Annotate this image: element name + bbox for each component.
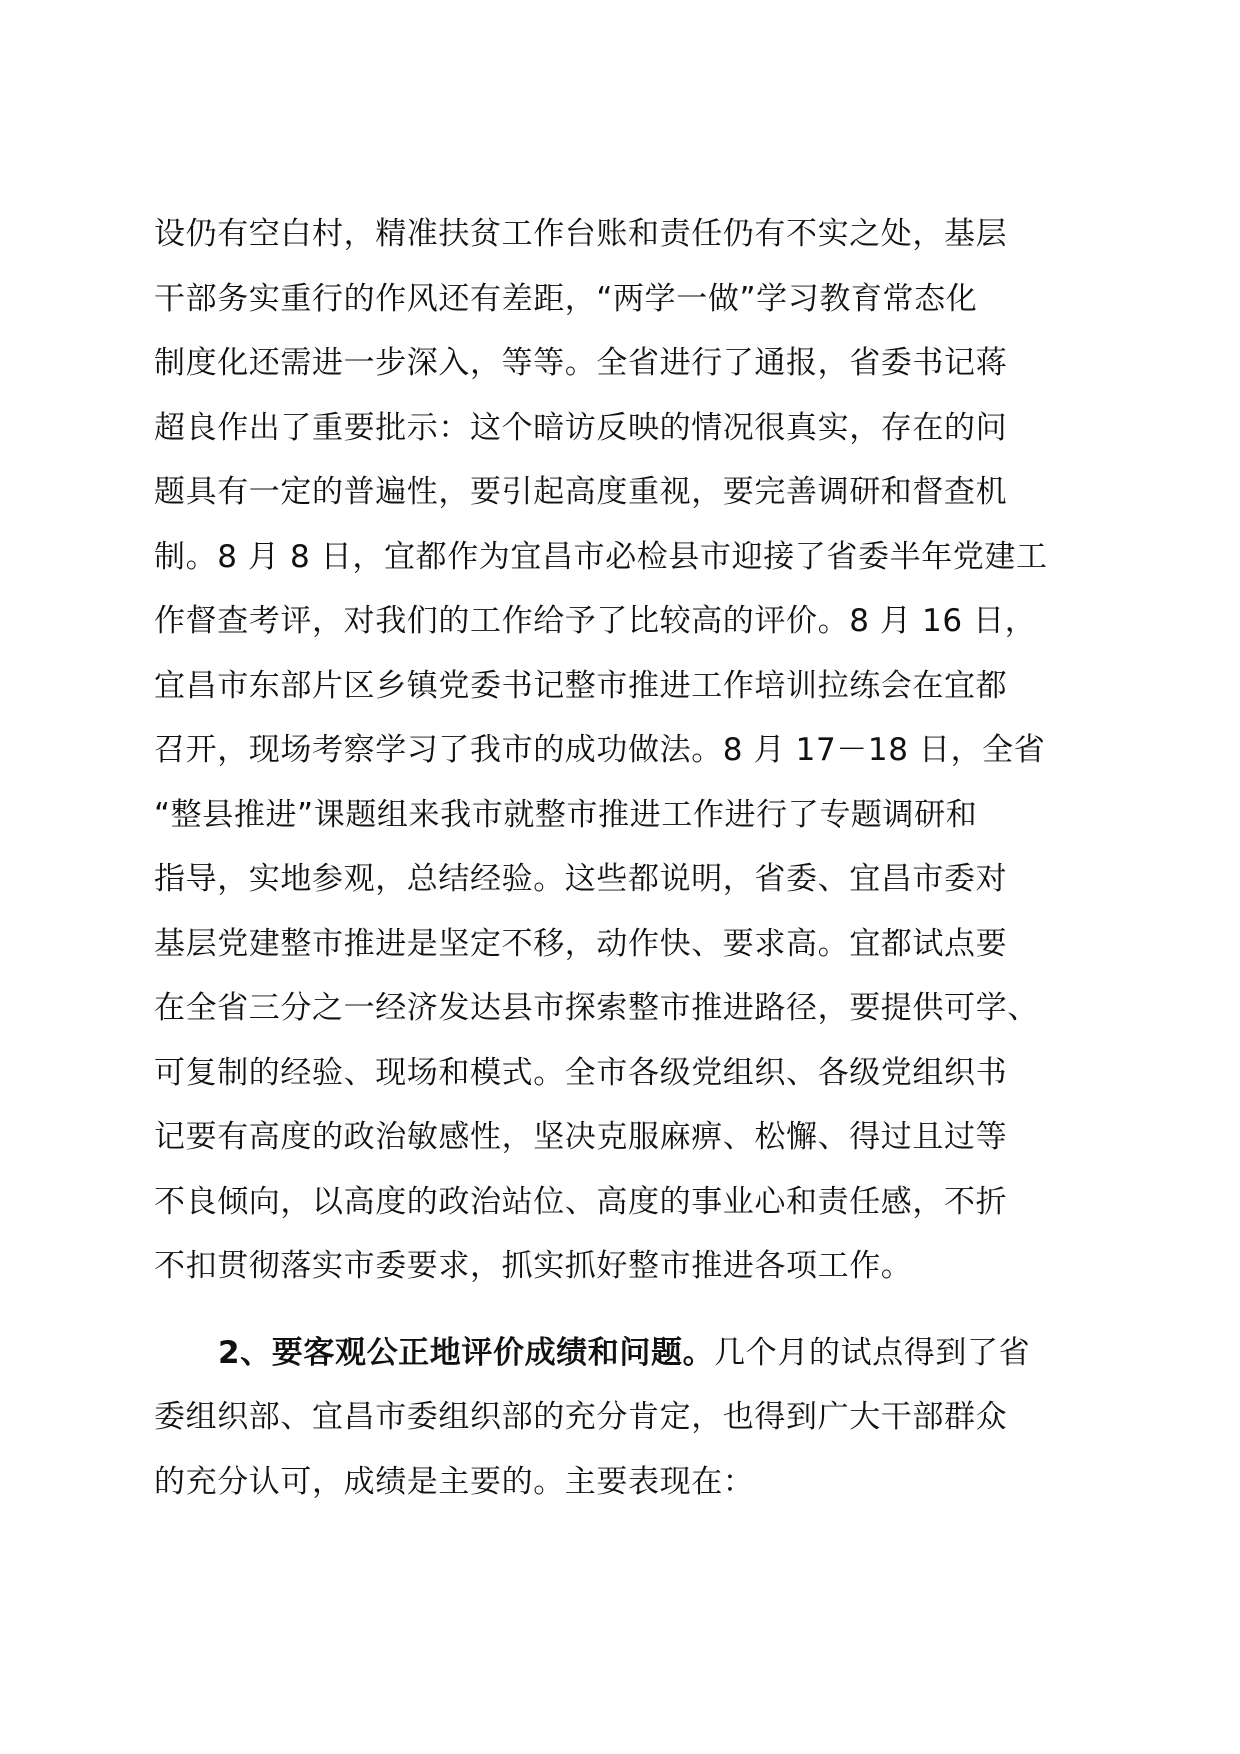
section-heading: 2、要客观公正地评价成绩和问题。 [218,1334,715,1371]
text-line: 宜昌市东部片区乡镇党委书记整市推进工作培训拉练会在宜都 [154,667,1008,704]
body-text [154,202,1094,1514]
text-line: 的充分认可，成绩是主要的。主要表现在： [154,1463,755,1500]
text-line: 基层党建整市推进是坚定不移，动作快、要求高。宜都试点要 [154,925,1008,962]
text-line: 设仍有空白村，精准扶贫工作台账和责任仍有不实之处，基层 [154,216,1008,252]
paragraph-2 [154,1321,1094,1515]
text-line: 召开，现场考察学习了我市的成功做法。8 月 17－18 日，全省 [154,732,1046,768]
text-line: “整县推进”课题组来我市就整市推进工作进行了专题调研和 [154,796,978,833]
text-line: 记要有高度的政治敏感性，坚决克服麻痹、松懈、得过且过等 [154,1119,1008,1155]
text-line: 不扣贯彻落实市委要求，抓实抓好整市推进各项工作。 [154,1248,913,1284]
text-line: 委组织部、宜昌市委组织部的充分肯定，也得到广大干部群众 [154,1399,1008,1435]
text-line: 可复制的经验、现场和模式。全市各级党组织、各级党组织书 [154,1054,1008,1091]
paragraph-1 [154,202,1094,1299]
text-line: 指导，实地参观，总结经验。这些都说明，省委、宜昌市委对 [154,861,1008,897]
text-line: 作督查考评，对我们的工作给予了比较高的评价。8 月 16 日， [154,603,1037,639]
text-line [154,1321,1094,1386]
text-line: 不良倾向，以高度的政治站位、高度的事业心和责任感，不折 [154,1183,1008,1220]
text-line: 制度化还需进一步深入，等等。全省进行了通报，省委书记蒋 [154,345,1008,381]
paragraph-spacer [154,1299,1094,1321]
text-run: 几个月的试点得到了省 [714,1334,1031,1371]
text-line: 题具有一定的普遍性，要引起高度重视，要完善调研和督查机 [154,474,1008,510]
text-line: 干部务实重行的作风还有差距，“两学一做”学习教育常态化 [154,280,978,317]
text-line: 制。8 月 8 日，宜都作为宜昌市必检县市迎接了省委半年党建工 [154,538,1048,575]
text-line: 超良作出了重要批示：这个暗访反映的情况很真实，存在的问 [154,409,1008,446]
text-line: 在全省三分之一经济发达县市探索整市推进路径，要提供可学、 [154,990,1039,1026]
